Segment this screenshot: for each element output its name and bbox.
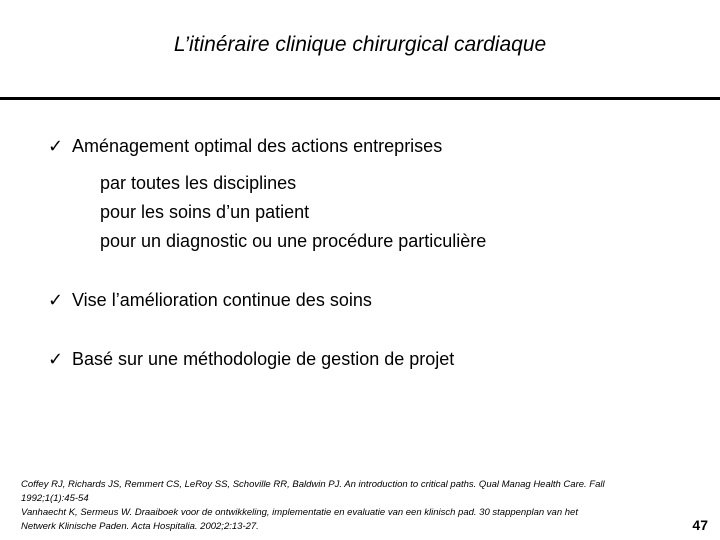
- bullet-1-subline-3: pour un diagnostic ou une procédure particulière: [100, 231, 487, 251]
- title-divider: [0, 97, 720, 100]
- bullet-1: [48, 133, 442, 159]
- slide-title: L’itinéraire clinique chirurgical cardiaque: [173, 33, 547, 56]
- checkmark-icon: ✓: [48, 290, 64, 310]
- reference-line: Coffey RJ, Richards JS, Remmert CS, LeRoy SS, Schoville RR, Baldwin PJ. An introduction to critical paths. Qual Manag Health Care. Fall: [21, 479, 605, 490]
- reference-line: Netwerk Klinische Paden. Acta Hospitalia. 2002;2:13-27.: [21, 521, 259, 532]
- bullet-3: [48, 346, 454, 372]
- bullet-1-subline-2: pour les soins d’un patient: [100, 202, 310, 222]
- bullet-1-subline-1: par toutes les disciplines: [100, 173, 297, 193]
- reference-line: Vanhaecht K, Sermeus W. Draaiboek voor de ontwikkeling, implementatie en evaluatie van een klinisch pad. 30 stappenplan van het: [21, 507, 578, 518]
- bullet-2: [48, 287, 372, 313]
- checkmark-icon: ✓: [48, 136, 64, 156]
- checkmark-icon: ✓: [48, 349, 64, 369]
- page-number: 47: [692, 517, 708, 533]
- reference-line: 1992;1(1):45-54: [21, 493, 89, 504]
- bullet-2-text: Vise l’amélioration continue des soins: [72, 290, 372, 310]
- bullet-1-text: Aménagement optimal des actions entreprises: [72, 136, 443, 156]
- bullet-3-text: Basé sur une méthodologie de gestion de projet: [72, 349, 455, 369]
- references: [21, 478, 676, 534]
